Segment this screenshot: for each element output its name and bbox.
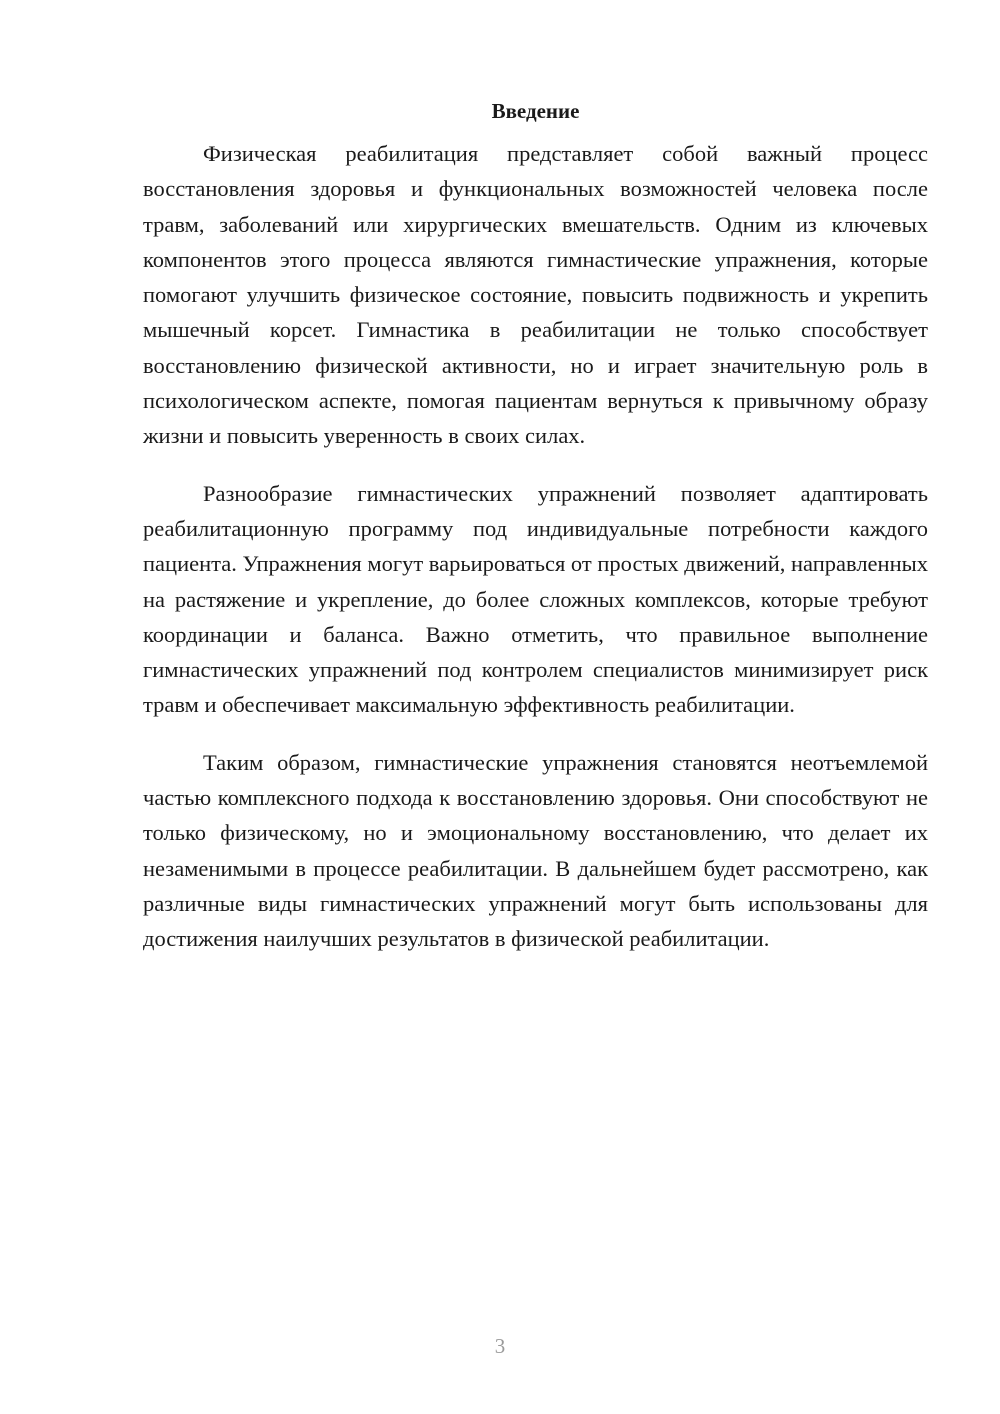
- page-content: [143, 96, 928, 979]
- paragraph-3: Таким образом, гимнастические упражнения становятся неотъемлемой частью комплексного подхода к восстановлению здоровья. Они способствуют не только физическому, но и эмоциональному восстановлению, что делает их незаменимыми в процессе реабилитации. В дальнейшем будет рассмотрено, как различные виды гимнастических упражнений могут быть использованы для достижения наилучших результатов в физической реабилитации.: [143, 749, 928, 952]
- section-title: Введение: [491, 99, 580, 123]
- page-number: 3: [494, 1334, 506, 1358]
- paragraph-1: Физическая реабилитация представляет собой важный процесс восстановления здоровья и функциональных возможностей человека после травм, заболеваний или хирургических вмешательств. Одним из ключевых компонентов этого процесса являются гимнастические упражнения, которые помогают улучшить физическое состояние, повысить подвижность и укрепить мышечный корсет. Гимнастика в реабилитации не только способствует восстановлению физической активности, но и играет значительную роль в психологическом аспекте, помогая пациентам вернуться к привычному образу жизни и повысить уверенность в своих силах.: [143, 141, 928, 449]
- paragraph-2: Разнообразие гимнастических упражнений позволяет адаптировать реабилитационную программу под индивидуальные потребности каждого пациента. Упражнения могут варьироваться от простых движений, направленных на растяжение и укрепление, до более сложных комплексов, которые требуют координации и баланса. Важно отметить, что правильное выполнение гимнастических упражнений под контролем специалистов минимизирует риск травм и обеспечивает максимальную эффективность реабилитации.: [143, 480, 928, 718]
